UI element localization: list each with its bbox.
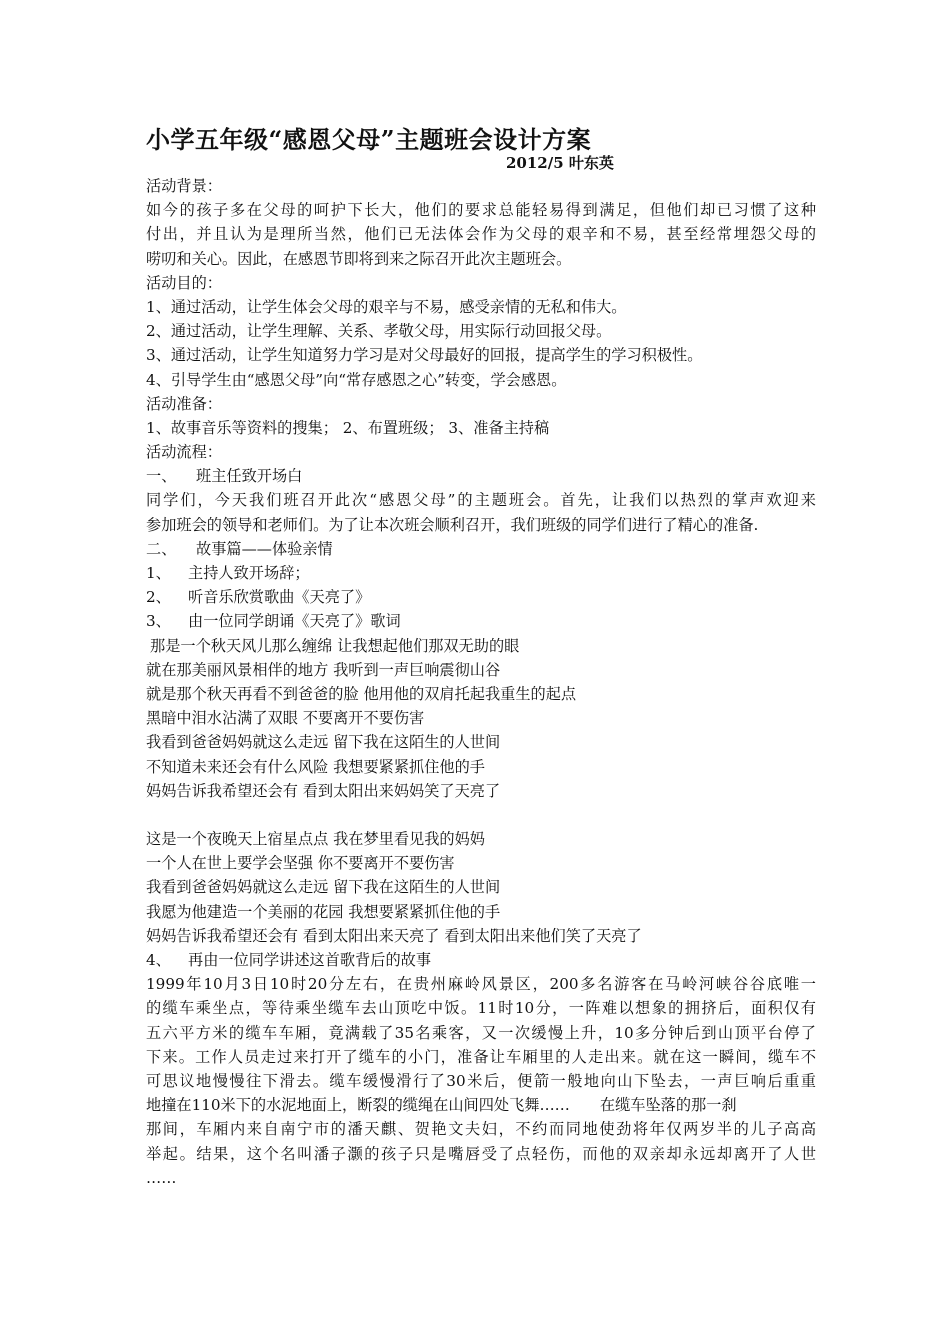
- step-2-text: 听音乐欣赏歌曲《天亮了》: [188, 588, 371, 607]
- background-line-3: 唠叨和关心。因此，在感恩节即将到来之际召开此次主题班会。: [146, 249, 572, 268]
- lyric-line: 黑暗中泪水沾满了双眼 不要离开不要伤害: [146, 709, 425, 728]
- story-line-part-a: 地撞在110米下的水泥地面上，断裂的缆绳在山间四处飞舞……: [146, 1096, 570, 1115]
- goal-item-2: 2、通过活动，让学生理解、关系、孝敬父母，用实际行动回报父母。: [146, 322, 612, 341]
- step-4-number: 4、: [146, 951, 171, 969]
- story-line: 那间，车厢内来自南宁市的潘天麒、贺艳文夫妇，不约而同地使劲将年仅两岁半的儿子高高: [146, 1120, 816, 1139]
- preparation-line: 1、故事音乐等资料的搜集； 2、布置班级； 3、准备主持稿: [146, 418, 550, 437]
- step-3-text: 由一位同学朗诵《天亮了》歌词: [188, 612, 401, 631]
- document-title: 小学五年级“感恩父母”主题班会设计方案: [146, 125, 592, 154]
- part1-heading: [146, 464, 816, 488]
- lyric-line: 那是一个秋天风儿那么缠绵 让我想起他们那双无助的眼: [150, 636, 520, 655]
- step-3-number: 3、: [146, 612, 171, 631]
- story-line: 1999年10月3日10时20分左右，在贵州麻岭风景区，200多名游客在马岭河峡谷谷底唯一: [146, 975, 816, 994]
- part1-line-2: 参加班会的领导和老师们。为了让本次班会顺利召开，我们班级的同学们进行了精心的准备.: [146, 515, 759, 534]
- lyric-line: 一个人在世上要学会坚强 你不要离开不要伤害: [146, 854, 455, 873]
- goal-item-1: 1、通过活动，让学生体会父母的艰辛与不易，感受亲情的无私和伟大。: [146, 297, 627, 316]
- lyric-line: 我愿为他建造一个美丽的花园 我想要紧紧抓住他的手: [146, 902, 501, 921]
- story-line: 五六平方米的缆车车厢，竟满载了35名乘客，又一次缓慢上升，10多分钟后到山顶平台停了: [146, 1023, 816, 1042]
- preparation-heading: 活动准备：: [146, 394, 222, 413]
- story-line-part-b: 在缆车坠落的那一刹: [599, 1096, 737, 1115]
- step-2-number: 2、: [146, 588, 171, 607]
- background-line-1: 如今的孩子多在父母的呵护下长大，他们的要求总能轻易得到满足，但他们却已习惯了这种: [146, 201, 816, 220]
- process-heading: 活动流程：: [146, 443, 222, 462]
- part2-number: 二、: [146, 539, 177, 558]
- goal-item-3: 3、通过活动，让学生知道努力学习是对父母最好的回报，提高学生的学习积极性。: [146, 346, 703, 365]
- story-line: 举起。结果，这个名叫潘子灏的孩子只是嘴唇受了点轻伤，而他的双亲却永远却离开了人世: [146, 1144, 816, 1163]
- step-2: [146, 585, 816, 609]
- story-line: 的缆车乘坐点，等待乘坐缆车去山顶吃中饭。11时10分，一阵难以想象的拥挤后，面积仅有: [146, 999, 816, 1018]
- step-3: [146, 609, 816, 633]
- lyric-line: 就在那美丽风景相伴的地方 我听到一声巨响震彻山谷: [146, 660, 501, 679]
- document-body: [146, 174, 816, 1190]
- story-line: 下来。工作人员走过来打开了缆车的小门，准备让车厢里的人走出来。就在这一瞬间，缆车不: [146, 1047, 816, 1066]
- goal-item-4: 4、引导学生由“感恩父母”向“常存感恩之心”转变，学会感恩。: [146, 370, 567, 389]
- document-byline: 2012/5 叶东英: [506, 154, 614, 172]
- lyric-line: 妈妈告诉我希望还会有 看到太阳出来妈妈笑了天亮了: [146, 781, 501, 800]
- part2-heading: [146, 537, 816, 561]
- lyric-line: 不知道未来还会有什么风险 我想要紧紧抓住他的手: [146, 757, 485, 776]
- step-1-text: 主持人致开场辞；: [188, 564, 310, 582]
- lyric-line: 妈妈告诉我希望还会有 看到太阳出来天亮了 看到太阳出来他们笑了天亮了: [146, 926, 642, 945]
- story-line: ……: [146, 1168, 177, 1187]
- step-4: [146, 948, 816, 972]
- part1-line-1: 同学们，今天我们班召开此次“感恩父母”的主题班会。首先，让我们以热烈的掌声欢迎来: [146, 491, 816, 510]
- goals-heading: 活动目的：: [146, 273, 222, 292]
- lyric-line: 我看到爸爸妈妈就这么走远 留下我在这陌生的人世间: [146, 878, 501, 897]
- step-4-text: 再由一位同学讲述这首歌背后的故事: [188, 951, 431, 969]
- background-line-2: 付出，并且认为是理所当然，他们已无法体会作为父母的艰辛和不易，甚至经常埋怨父母的: [146, 225, 816, 244]
- step-1: [146, 561, 816, 585]
- lyric-line: 就是那个秋天再看不到爸爸的脸 他用他的双肩托起我重生的起点: [146, 684, 577, 703]
- verse-spacer: [146, 803, 816, 827]
- story-line: [146, 1093, 816, 1117]
- story-line: 可思议地慢慢往下滑去。缆车缓慢滑行了30米后，便箭一般地向山下坠去，一声巨响后重重: [146, 1071, 816, 1090]
- background-heading: 活动背景：: [146, 177, 222, 195]
- part1-number: 一、: [146, 467, 177, 486]
- part1-label: 班主任致开场白: [196, 467, 303, 486]
- lyric-line: 这是一个夜晚天上宿星点点 我在梦里看见我的妈妈: [146, 830, 485, 849]
- part2-label: 故事篇——体验亲情: [196, 539, 333, 558]
- lyric-line: 我看到爸爸妈妈就这么走远 留下我在这陌生的人世间: [146, 733, 501, 752]
- step-1-number: 1、: [146, 564, 171, 582]
